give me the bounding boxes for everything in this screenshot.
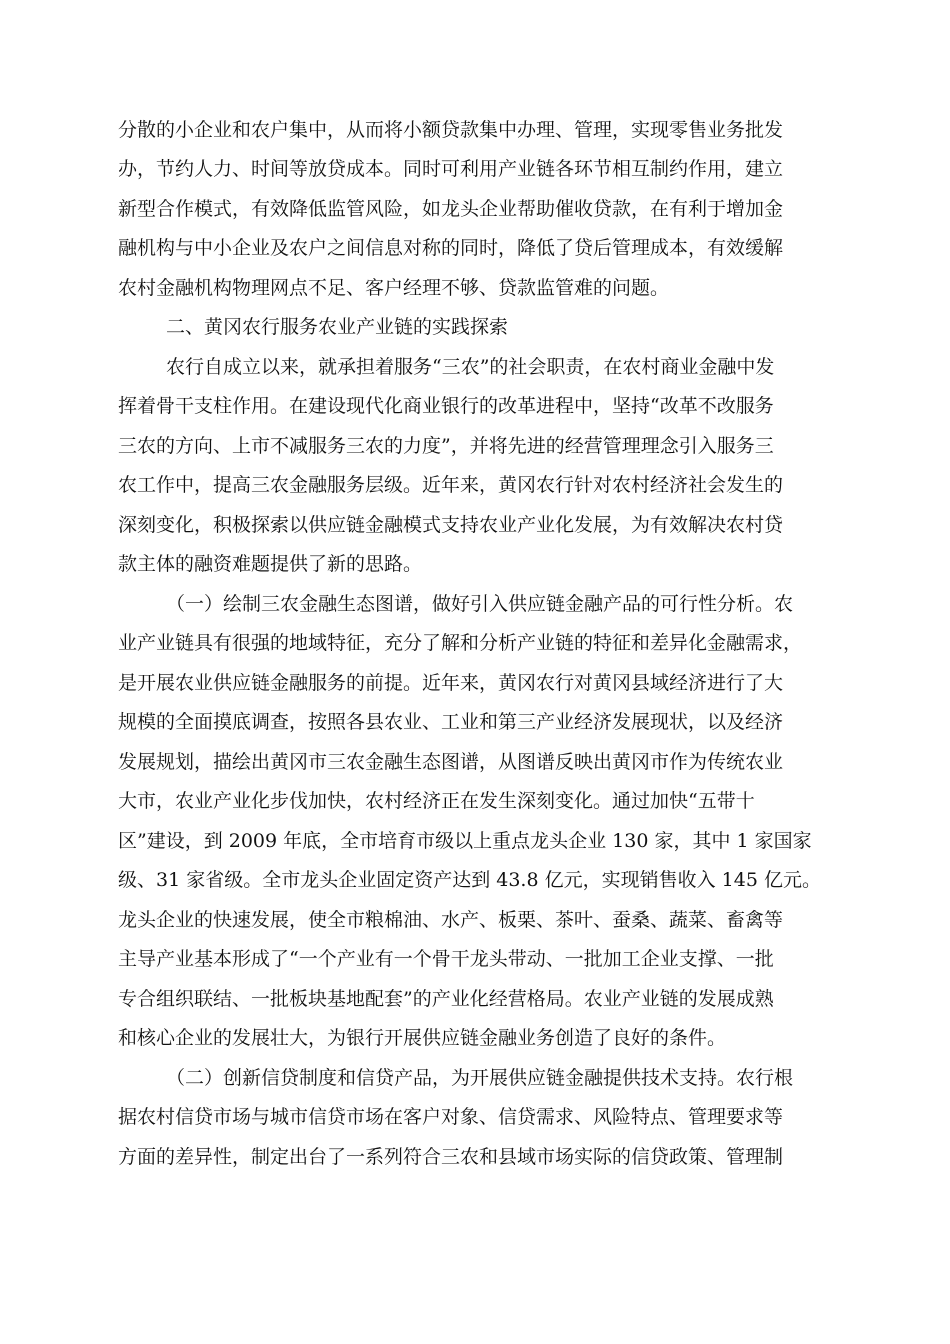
text-line: 农行自成立以来，就承担着服务“三农”的社会职责，在农村商业金融中发 xyxy=(166,356,775,378)
text-line: 主导产业基本形成了“一个产业有一个骨干龙头带动、一批加工企业支撑、一批 xyxy=(118,948,774,970)
text-line: 新型合作模式，有效降低监管风险，如龙头企业帮助催收贷款，在有利于增加金 xyxy=(118,198,784,220)
text-line: 方面的差异性，制定出台了一系列符合三农和县域市场实际的信贷政策、管理制 xyxy=(118,1146,784,1168)
text-line: 发展规划，描绘出黄冈市三农金融生态图谱，从图谱反映出黄冈市作为传统农业 xyxy=(118,751,784,773)
text-line: 是开展农业供应链金融服务的前提。近年来，黄冈农行对黄冈县域经济进行了大 xyxy=(118,672,784,694)
text-line: 融机构与中小企业及农户之间信息对称的同时，降低了贷后管理成本，有效缓解 xyxy=(118,237,784,259)
text-line: 业产业链具有很强的地域特征，充分了解和分析产业链的特征和差异化金融需求， xyxy=(118,632,803,654)
text-line: 分散的小企业和农户集中，从而将小额贷款集中办理、管理，实现零售业务批发 xyxy=(118,119,784,141)
text-line: 和核心企业的发展壮大，为银行开展供应链金融业务创造了良好的条件。 xyxy=(118,1027,727,1049)
text-line: 挥着骨干支柱作用。在建设现代化商业银行的改革进程中，坚持“改革不改服务 xyxy=(118,395,774,417)
text-line: 龙头企业的快速发展，使全市粮棉油、水产、板栗、茶叶、蚕桑、蔬菜、畜禽等 xyxy=(118,909,784,931)
section-heading: 二、黄冈农行服务农业产业链的实践探索 xyxy=(166,316,509,338)
text-line: 级、31 家省级。全市龙头企业固定资产达到 43.8 亿元，实现销售收入 145 亿元。 xyxy=(118,869,821,891)
text-line: 专合组织联结、一批板块基地配套”的产业化经营格局。农业产业链的发展成熟 xyxy=(118,988,774,1010)
text-line: 区”建设，到 2009 年底，全市培育市级以上重点龙头企业 130 家，其中 1 家国家 xyxy=(118,830,812,852)
text-line: 规模的全面摸底调查，按照各县农业、工业和第三产业经济发展现状，以及经济 xyxy=(118,711,784,733)
text-line: 大市，农业产业化步伐加快，农村经济正在发生深刻变化。通过加快“五带十 xyxy=(118,790,755,812)
text-line: 三农的方向、上市不减服务三农的力度”，并将先进的经营管理理念引入服务三 xyxy=(118,435,774,457)
text-line: （一）绘制三农金融生态图谱，做好引入供应链金融产品的可行性分析。农 xyxy=(166,593,794,615)
text-line: （二）创新信贷制度和信贷产品，为开展供应链金融提供技术支持。农行根 xyxy=(166,1067,794,1089)
text-line: 办，节约人力、时间等放贷成本。同时可利用产业链各环节相互制约作用，建立 xyxy=(118,158,784,180)
text-line: 农村金融机构物理网点不足、客户经理不够、贷款监管难的问题。 xyxy=(118,277,670,299)
text-line: 深刻变化，积极探索以供应链金融模式支持农业产业化发展，为有效解决农村贷 xyxy=(118,514,784,536)
text-line: 据农村信贷市场与城市信贷市场在客户对象、信贷需求、风险特点、管理要求等 xyxy=(118,1106,784,1128)
text-line: 农工作中，提高三农金融服务层级。近年来，黄冈农行针对农村经济社会发生的 xyxy=(118,474,784,496)
text-line: 款主体的融资难题提供了新的思路。 xyxy=(118,553,423,575)
